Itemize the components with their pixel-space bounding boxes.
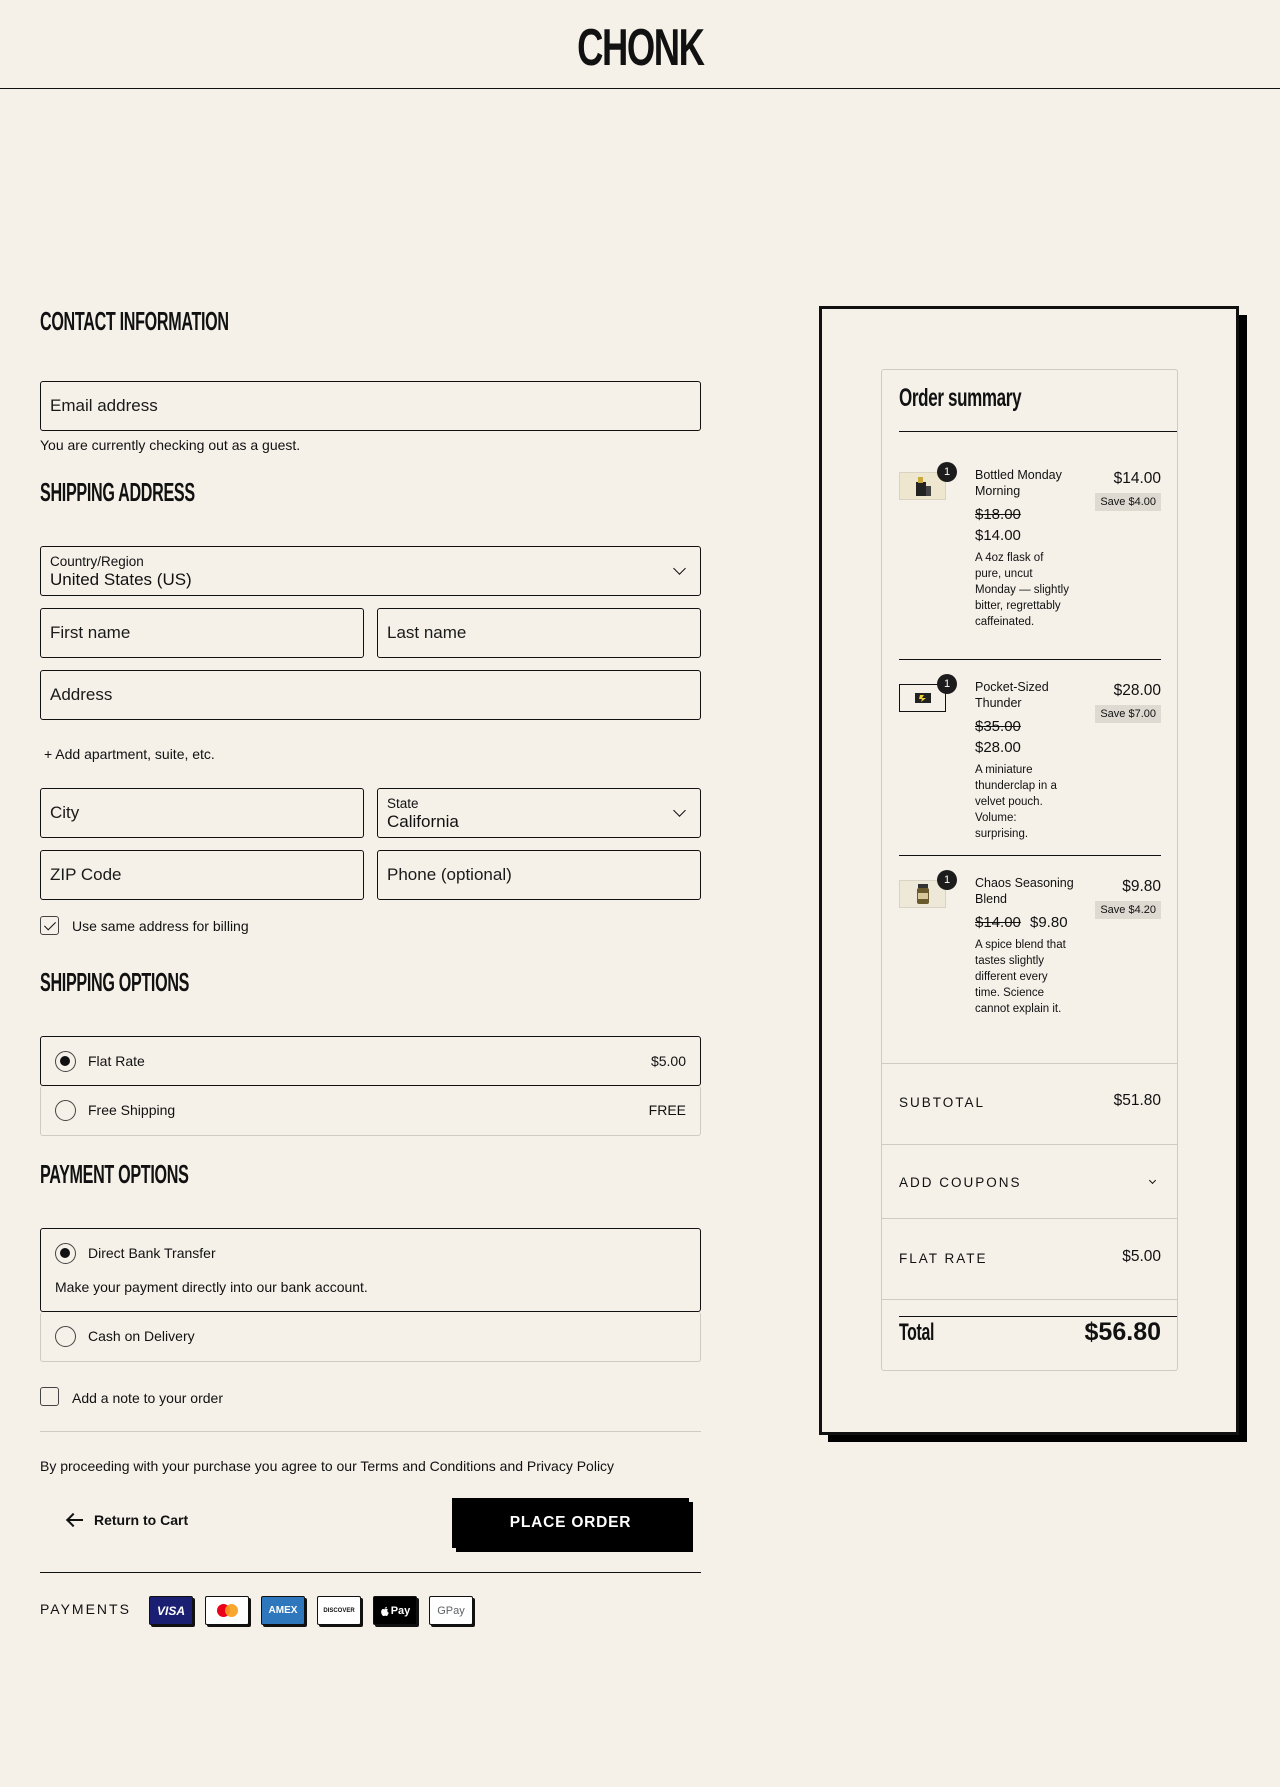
bank-transfer-label: Direct Bank Transfer [88,1245,216,1261]
first-name-placeholder: First name [50,623,131,642]
item-name: Bottled Monday Morning [975,468,1062,498]
brand-logo[interactable]: CHONK [576,19,704,77]
amex-card-icon: AMEX [261,1596,305,1625]
item-new-price: $28.00 [975,739,1021,756]
flat-rate-price: $5.00 [650,1053,686,1069]
item-old-price: $35.00 [975,718,1021,735]
country-value: United States (US) [50,570,192,589]
site-header [0,0,1280,89]
zip-placeholder: ZIP Code [50,865,122,884]
order-summary-title: Order summary [899,384,1022,412]
add-apartment-link[interactable]: + Add apartment, suite, etc. [44,746,215,762]
radio-free-shipping[interactable] [55,1100,76,1121]
payment-option-bank-transfer[interactable] [40,1228,701,1312]
shipping-address-title: SHIPPING ADDRESS [40,477,195,507]
place-order-button[interactable]: PLACE ORDER [452,1498,689,1548]
item-save-badge: Save $4.00 [1095,493,1161,511]
chevron-down-icon [673,562,686,575]
payment-options-title: PAYMENT OPTIONS [40,1159,189,1189]
divider [882,1218,1177,1219]
city-field[interactable] [40,788,364,838]
item-quantity-badge: 1 [937,462,957,482]
visa-card-icon: VISA [149,1596,193,1625]
address-field[interactable] [40,670,701,720]
return-to-cart-link[interactable] [66,1512,188,1528]
subtotal-value: $51.80 [1113,1092,1161,1109]
same-billing-checkbox[interactable] [40,916,59,935]
chevron-down-icon[interactable] [1149,1177,1156,1184]
item-name: Chaos Seasoning Blend [975,876,1074,906]
country-label: Country/Region [50,554,144,569]
item-save-badge: Save $4.20 [1095,901,1161,919]
email-field[interactable] [40,381,701,431]
address-placeholder: Address [50,685,113,704]
free-shipping-label: Free Shipping [88,1102,176,1118]
country-select[interactable] [40,546,701,596]
order-note-label: Add a note to your order [72,1390,223,1406]
item-price: $9.80 [1122,878,1161,895]
radio-bank-transfer[interactable] [55,1243,76,1264]
chevron-down-icon [673,804,686,817]
arrow-left-icon [66,1513,84,1527]
apple-pay-icon: Pay [373,1596,417,1625]
last-name-field[interactable] [377,608,701,658]
state-value: California [387,812,459,831]
first-name-field[interactable] [40,608,364,658]
item-quantity-badge: 1 [937,870,957,890]
free-shipping-price: FREE [648,1102,686,1118]
shipping-option-flat-rate[interactable] [40,1036,701,1086]
total-value: $56.80 [1084,1318,1161,1346]
divider [882,1144,1177,1145]
item-price: $28.00 [1113,682,1161,699]
state-label: State [387,796,419,811]
divider [40,1572,701,1573]
divider [899,431,1177,432]
divider [899,855,1161,856]
divider [40,1431,701,1432]
shipping-options-title: SHIPPING OPTIONS [40,967,190,997]
item-price: $14.00 [1113,470,1161,487]
flat-rate-label: Flat Rate [88,1053,145,1069]
phone-field[interactable] [377,850,701,900]
shipping-option-free[interactable] [40,1086,701,1136]
item-description: A miniature thunderclap in a velvet pouch. Volume: surprising. [975,764,1057,840]
email-placeholder: Email address [50,396,158,415]
item-new-price: $14.00 [975,527,1021,544]
radio-flat-rate[interactable] [55,1051,76,1072]
item-save-badge: Save $7.00 [1095,705,1161,723]
last-name-placeholder: Last name [387,623,467,642]
payment-option-cod[interactable] [40,1312,701,1362]
zip-field[interactable] [40,850,364,900]
subtotal-label: SUBTOTAL [899,1095,986,1110]
google-pay-icon: GPay [429,1596,473,1625]
order-summary [881,369,1178,1371]
state-select[interactable] [377,788,701,838]
terms-text: By proceeding with your purchase you agree to our Terms and Conditions and Privacy Policy [40,1458,615,1474]
guest-note: You are currently checking out as a guest. [40,437,301,453]
payments-label: PAYMENTS [40,1601,131,1617]
order-note-checkbox[interactable] [40,1387,59,1406]
divider [899,659,1161,660]
discover-card-icon: DISCOVER [317,1596,361,1625]
add-coupons-toggle[interactable]: ADD COUPONS [899,1175,1022,1190]
shipping-method-label: FLAT RATE [899,1251,988,1266]
shipping-method-value: $5.00 [1122,1248,1161,1265]
divider [882,1299,1177,1300]
item-description: A spice blend that tastes slightly different every time. Science cannot explain it. [975,939,1066,1015]
contact-section-title: CONTACT INFORMATION [40,306,229,336]
phone-placeholder: Phone (optional) [387,865,512,884]
total-label: Total [899,1319,935,1346]
item-quantity-badge: 1 [937,674,957,694]
item-new-price: $9.80 [1030,914,1068,931]
bank-transfer-description: Make your payment directly into our bank account. [55,1279,368,1295]
item-old-price: $14.00 [975,914,1021,931]
return-to-cart-label: Return to Cart [94,1512,189,1528]
item-name: Pocket-Sized Thunder [975,680,1049,710]
mastercard-icon [205,1596,249,1625]
divider [882,1063,1177,1064]
item-old-price: $18.00 [975,506,1021,523]
cod-label: Cash on Delivery [88,1328,195,1344]
city-placeholder: City [50,803,80,822]
radio-cash-on-delivery[interactable] [55,1326,76,1347]
item-description: A 4oz flask of pure, uncut Monday — slightly bitter, regrettably caffeinated. [975,552,1069,628]
same-billing-label: Use same address for billing [72,918,249,934]
